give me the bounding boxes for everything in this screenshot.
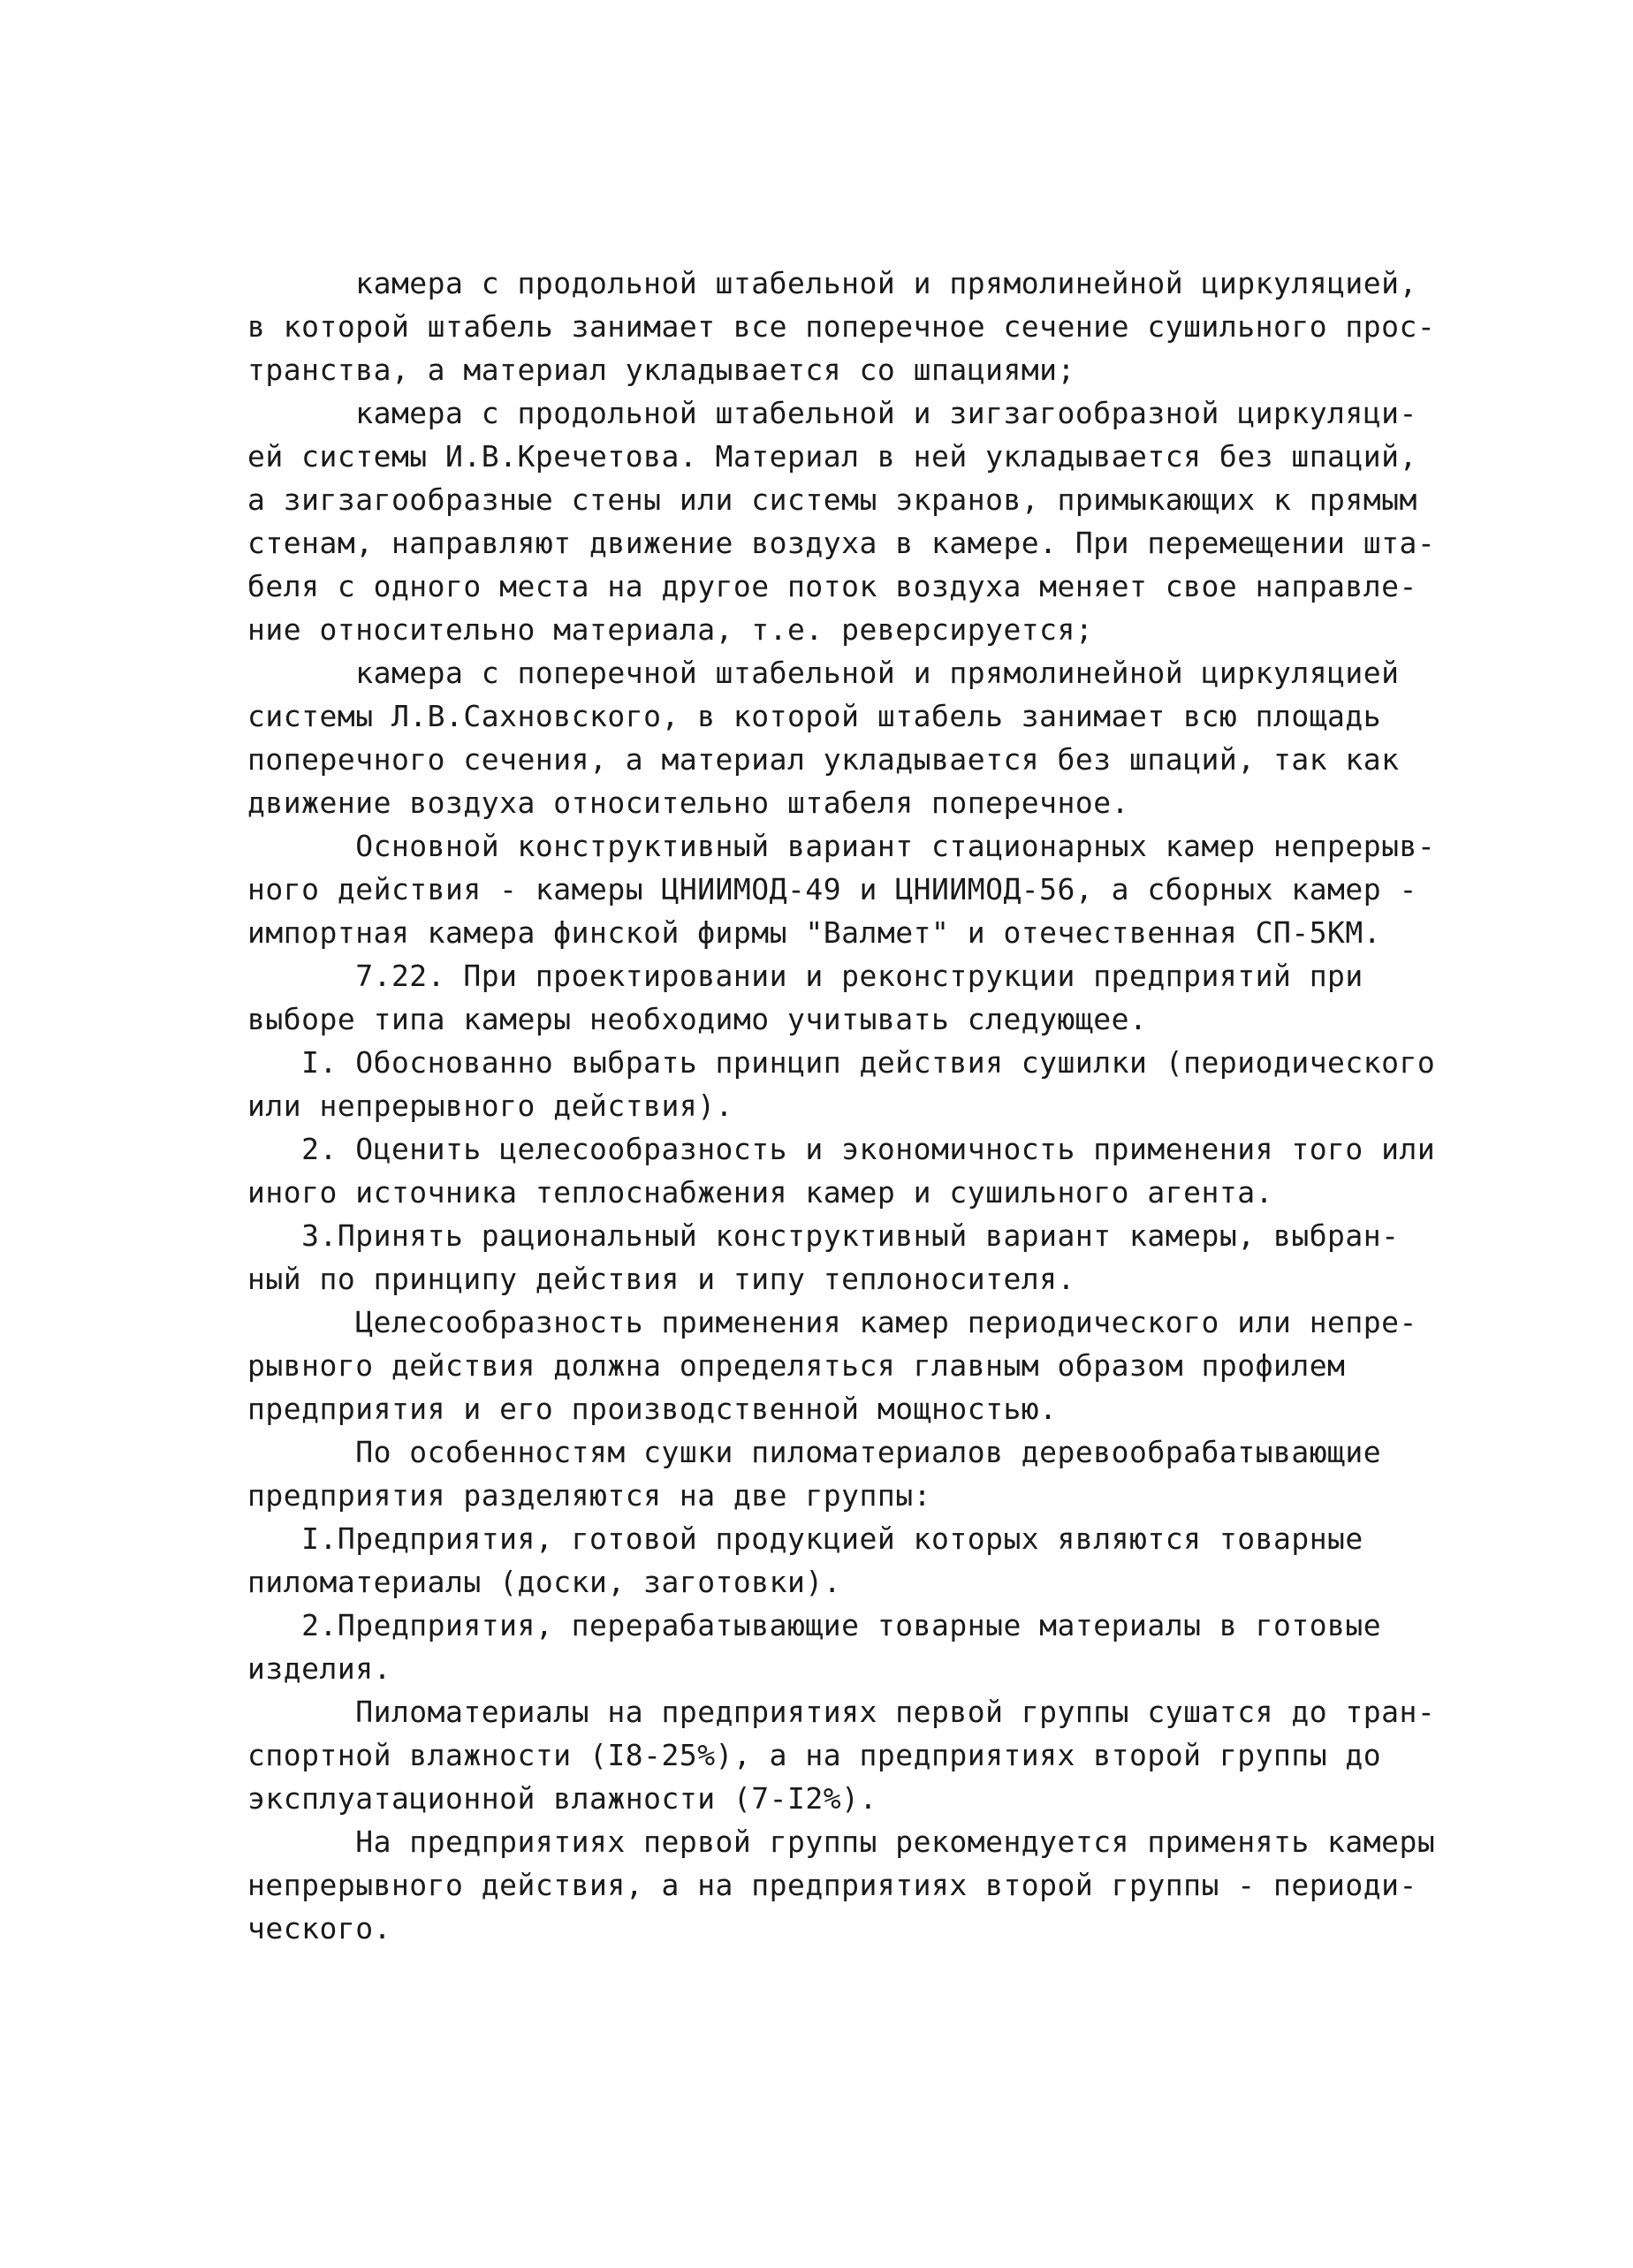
text-line-24: ный по принципу действия и типу теплоносителя. bbox=[247, 1262, 1075, 1296]
text-line-7: стенам, направляют движение воздуха в камере. При перемещении шта- bbox=[247, 526, 1436, 560]
text-line-8: беля с одного места на другое поток воздуха меняет свое направле- bbox=[247, 569, 1417, 603]
text-line-9: ние относительно материала, т.е. реверсируется; bbox=[247, 612, 1094, 647]
text-line-27: предприятия и его производственной мощностью. bbox=[247, 1392, 1058, 1426]
text-line-28: По особенностям сушки пиломатериалов деревообрабатывающие bbox=[247, 1435, 1382, 1469]
text-line-25: Целесообразность применения камер периодического или непре- bbox=[247, 1305, 1417, 1339]
text-line-31: пиломатериалы (доски, заготовки). bbox=[247, 1565, 842, 1599]
text-line-6: а зигзагообразные стены или системы экранов, примыкающих к прямым bbox=[247, 482, 1417, 517]
text-line-17: 7.22. При проектировании и реконструкции предприятий при bbox=[247, 959, 1363, 993]
text-line-34: Пиломатериалы на предприятиях первой группы сушатся до тран- bbox=[247, 1695, 1436, 1729]
document-text bbox=[247, 262, 1436, 1950]
text-line-23: 3.Принять рациональный конструктивный вариант камеры, выбран- bbox=[247, 1218, 1400, 1253]
text-line-26: рывного действия должна определяться главным образом профилем bbox=[247, 1348, 1346, 1383]
text-line-38: непрерывного действия, а на предприятиях второй группы - периоди- bbox=[247, 1868, 1417, 1902]
text-line-29: предприятия разделяются на две группы: bbox=[247, 1478, 931, 1513]
text-line-33: изделия. bbox=[247, 1651, 391, 1686]
text-line-18: выборе типа камеры необходимо учитывать следующее. bbox=[247, 1002, 1148, 1036]
text-line-4: камера с продольной штабельной и зигзагообразной циркуляци- bbox=[247, 396, 1417, 430]
text-line-2: в которой штабель занимает все поперечное сечение сушильного прос- bbox=[247, 309, 1436, 344]
text-line-5: ей системы И.В.Кречетова. Материал в ней укладывается без шпаций, bbox=[247, 439, 1417, 474]
text-line-20: или непрерывного действия). bbox=[247, 1088, 733, 1123]
text-line-12: поперечного сечения, а материал укладывается без шпаций, так как bbox=[247, 742, 1400, 777]
text-line-10: камера с поперечной штабельной и прямолинейной циркуляцией bbox=[247, 656, 1400, 690]
text-line-16: импортная камера финской фирмы "Валмет" и отечественная СП-5КМ. bbox=[247, 915, 1382, 950]
text-line-1: камера с продольной штабельной и прямолинейной циркуляцией, bbox=[247, 266, 1417, 300]
text-line-39: ческого. bbox=[247, 1911, 391, 1946]
text-line-36: эксплуатационной влажности (7-I2%). bbox=[247, 1781, 877, 1816]
text-line-30: I.Предприятия, готовой продукцией которых являются товарные bbox=[247, 1521, 1363, 1556]
text-line-13: движение воздуха относительно штабеля поперечное. bbox=[247, 785, 1130, 820]
text-line-32: 2.Предприятия, перерабатывающие товарные материалы в готовые bbox=[247, 1608, 1382, 1642]
text-line-14: Основной конструктивный вариант стационарных камер непрерыв- bbox=[247, 829, 1436, 863]
text-line-3: транства, а материал укладывается со шпациями; bbox=[247, 353, 1075, 387]
text-line-19: I. Обоснованно выбрать принцип действия сушилки (периодического bbox=[247, 1045, 1436, 1080]
text-line-35: спортной влажности (I8-25%), а на предприятиях второй группы до bbox=[247, 1738, 1382, 1772]
text-line-21: 2. Оценить целесообразность и экономичность применения того или bbox=[247, 1132, 1436, 1166]
text-line-15: ного действия - камеры ЦНИИМОД-49 и ЦНИИМОД-56, а сборных камер - bbox=[247, 872, 1417, 906]
text-line-37: На предприятиях первой группы рекомендуется применять камеры bbox=[247, 1824, 1436, 1859]
text-line-22: иного источника теплоснабжения камер и сушильного агента. bbox=[247, 1175, 1273, 1210]
text-line-11: системы Л.В.Сахновского, в которой штабель занимает всю площадь bbox=[247, 699, 1382, 733]
